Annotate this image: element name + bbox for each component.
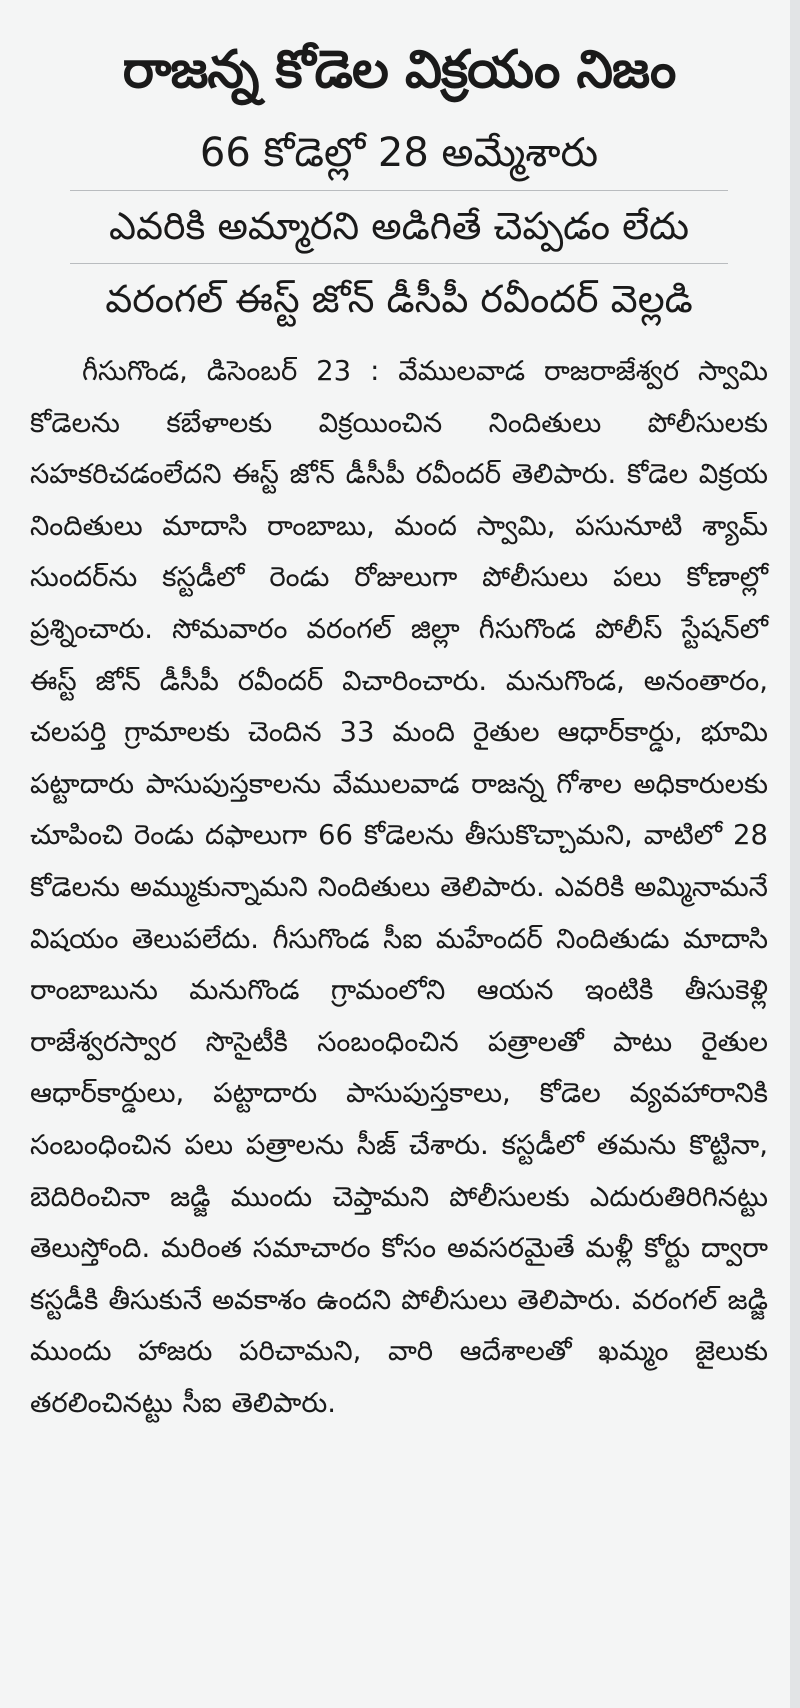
- page-edge: [790, 0, 800, 1708]
- subheading-divider-2: [70, 263, 728, 264]
- headline: రాజన్న కోడెల విక్రయం నిజం: [122, 40, 676, 100]
- subheading-2: ఎవరికి అమ్మారని అడిగితే చెప్పడం లేదు: [108, 204, 689, 248]
- subheading-divider-1: [70, 190, 728, 191]
- subheading-3: వరంగల్ ఈస్ట్ జోన్ డీసీపీ రవీందర్ వెల్లడి: [105, 277, 693, 321]
- subheading-1: 66 కోడెల్లో 28 అమ్మేశారు: [199, 130, 599, 176]
- article-body: గీసుగొండ, డిసెంబర్ 23 : వేములవాడ రాజరాజేశ్వర స్వామి కోడెలను కబేళాలకు విక్రయించిన నిందితులు పోలీసులకు సహకరిచడంలేదని ఈస్ట్ జోన్ డీసీపీ రవీందర్ తెలిపారు. కోడెల విక్రయ నిందితులు మాదాసి రాంబాబు, మంద స్వామి, పసునూటి శ్యామ్ సుందర్‌ను కస్టడీలో రెండు రోజులుగా పోలీసులు పలు కోణాల్లో ప్రశ్నించారు. సోమవారం వరంగల్ జిల్లా గీసుగొండ పోలీస్ స్టేషన్‌లో ఈస్ట్ జోన్ డీసీపీ రవీందర్ విచారించారు. మనుగొండ, అనంతారం, చలపర్తి గ్రామాలకు చెందిన 33 మంది రైతుల ఆధార్‌కార్డు, భూమి పట్టాదారు పాసుపుస్తకాలను వేములవాడ రాజన్న గోశాల అధికారులకు చూపించి రెండు దఫాలుగా 66 కోడెలను తీసుకొచ్చామని, వాటిలో 28 కోడెలను అమ్ముకున్నామని నిందితులు తెలిపారు. ఎవరికి అమ్మినామనే విషయం తెలుపలేదు. గీసుగొండ సీఐ మహేందర్ నిందితుడు మాదాసి రాంబాబును మనుగొండ గ్రామంలోని ఆయన ఇంటికి తీసుకెళ్లి రాజేశ్వరస్వార సొసైటీకి సంబంధించిన పత్రాలతో పాటు రైతుల ఆధార్‌కార్డులు, పట్టాదారు పాసుపుస్తకాలు, కోడెల వ్యవహారానికి సంబంధించిన పలు పత్రాలను సీజ్ చేశారు. కస్టడీలో తమను కొట్టినా, బెదిరించినా జడ్జి ముందు చెప్తామని పోలీసులకు ఎదురుతిరిగినట్టు తెలుస్తోంది. మరింత సమాచారం కోసం అవసరమైతే మళ్లీ కోర్టు ద్వారా కస్టడీకి తీసుకునే అవకాశం ఉందని పోలీసులు తెలిపారు. వరంగల్ జడ్జి ముందు హాజరు పరిచామని, వారి ఆదేశాలతో ఖమ్మం జైలుకు తరలించినట్టు సీఐ తెలిపారు.: [30, 355, 768, 1419]
